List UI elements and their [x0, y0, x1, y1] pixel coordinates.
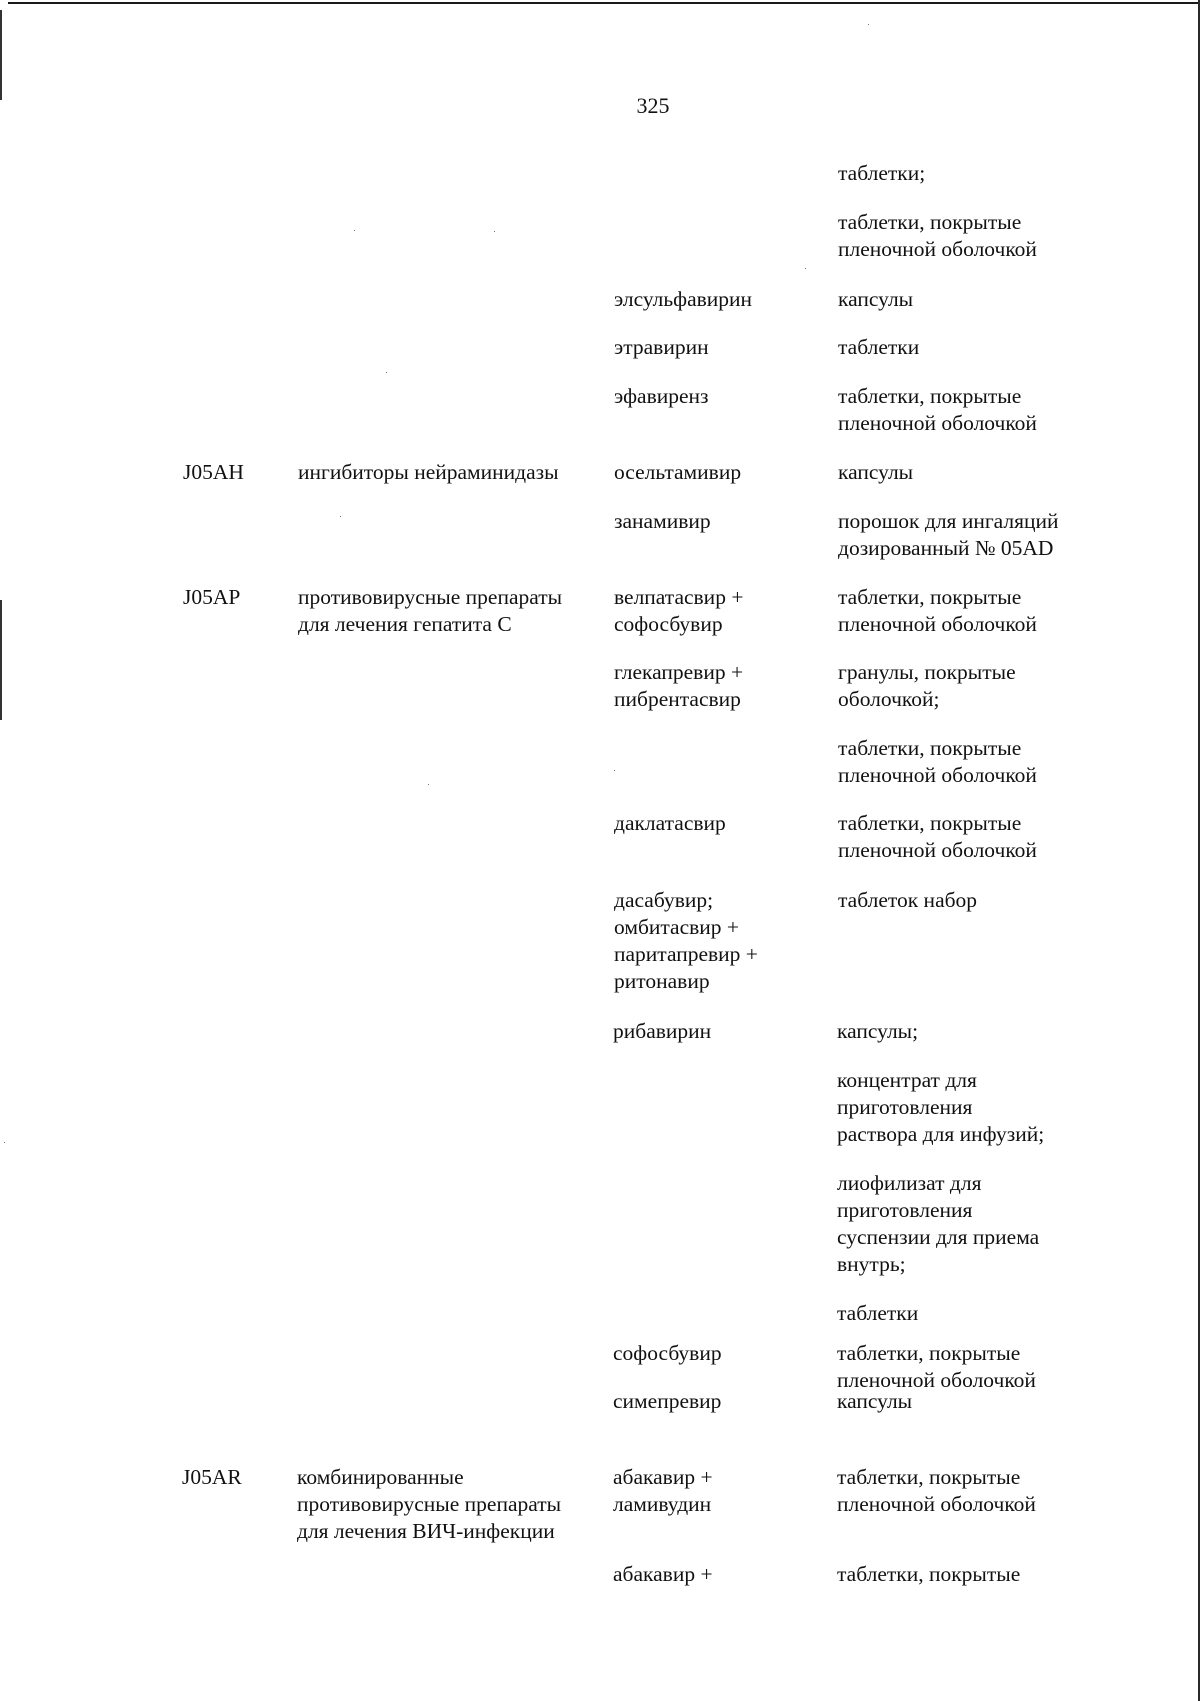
- dosage-form: капсулы: [838, 287, 914, 311]
- drug-name: даклатасвир: [614, 811, 726, 835]
- scan-speck: [614, 770, 615, 771]
- page-number: 325: [636, 93, 670, 118]
- scan-speck: [386, 372, 387, 373]
- drug-name: рибавирин: [613, 1019, 712, 1043]
- atc-code: J05AH: [183, 460, 244, 484]
- dosage-form: капсулы: [838, 460, 914, 484]
- scan-edge-left: [0, 10, 2, 100]
- dosage-form: таблетки, покрытые пленочной оболочкой: [838, 384, 1037, 435]
- scan-speck: [868, 24, 869, 25]
- scan-edge-top: [8, 2, 1198, 4]
- drug-name: глекапревир + пибрентасвир: [614, 660, 744, 711]
- drug-name: занамивир: [614, 509, 711, 533]
- dosage-form: таблеток набор: [838, 888, 978, 912]
- scan-speck: [428, 784, 429, 785]
- drug-name: элсульфавирин: [614, 287, 753, 311]
- pharmacological-group: ингибиторы нейраминидазы: [298, 460, 559, 484]
- scan-speck: [494, 231, 495, 232]
- dosage-form: таблетки: [837, 1301, 919, 1325]
- dosage-form: таблетки, покрытые пленочной оболочкой: [838, 585, 1037, 636]
- scan-edge-left: [0, 600, 2, 720]
- dosage-form: лиофилизат для приготовления суспензии для приема внутрь;: [837, 1171, 1040, 1276]
- dosage-form: таблетки;: [838, 161, 926, 185]
- dosage-form: концентрат для приготовления раствора для инфузий;: [837, 1068, 1045, 1146]
- drug-name: осельтамивир: [614, 460, 742, 484]
- dosage-form: таблетки, покрытые пленочной оболочкой: [837, 1465, 1036, 1516]
- drug-name: абакавир + ламивудин: [613, 1465, 713, 1516]
- dosage-form: таблетки, покрытые: [837, 1562, 1021, 1586]
- drug-name: этравирин: [614, 335, 709, 359]
- drug-name: велпатасвир + софосбувир: [614, 585, 744, 636]
- dosage-form: гранулы, покрытые оболочкой;: [838, 660, 1016, 711]
- atc-code: J05AR: [182, 1465, 242, 1489]
- dosage-form: таблетки, покрытые пленочной оболочкой: [838, 210, 1037, 261]
- dosage-form: таблетки, покрытые пленочной оболочкой: [838, 811, 1037, 862]
- dosage-form: таблетки: [838, 335, 920, 359]
- pharmacological-group: противовирусные препараты для лечения гепатита С: [298, 585, 563, 636]
- drug-name: эфавиренз: [614, 384, 709, 408]
- drug-name: симепревир: [613, 1389, 722, 1413]
- scan-speck: [805, 268, 806, 269]
- dosage-form: капсулы;: [837, 1019, 919, 1043]
- drug-name: дасабувир; омбитасвир + паритапревир + ритонавир: [614, 888, 758, 993]
- scan-speck: [340, 516, 341, 517]
- pharmacological-group: комбинированные противовирусные препараты для лечения ВИЧ-инфекции: [297, 1465, 562, 1543]
- dosage-form: порошок для ингаляций дозированный № 05AD: [838, 509, 1059, 560]
- scan-speck: [354, 230, 355, 231]
- dosage-form: таблетки, покрытые пленочной оболочкой: [837, 1341, 1036, 1392]
- scan-speck: [4, 1142, 5, 1143]
- dosage-form: капсулы: [837, 1389, 913, 1413]
- drug-name: абакавир +: [613, 1562, 713, 1586]
- atc-code: J05AP: [183, 585, 241, 609]
- drug-name: софосбувир: [613, 1341, 722, 1365]
- dosage-form: таблетки, покрытые пленочной оболочкой: [838, 736, 1037, 787]
